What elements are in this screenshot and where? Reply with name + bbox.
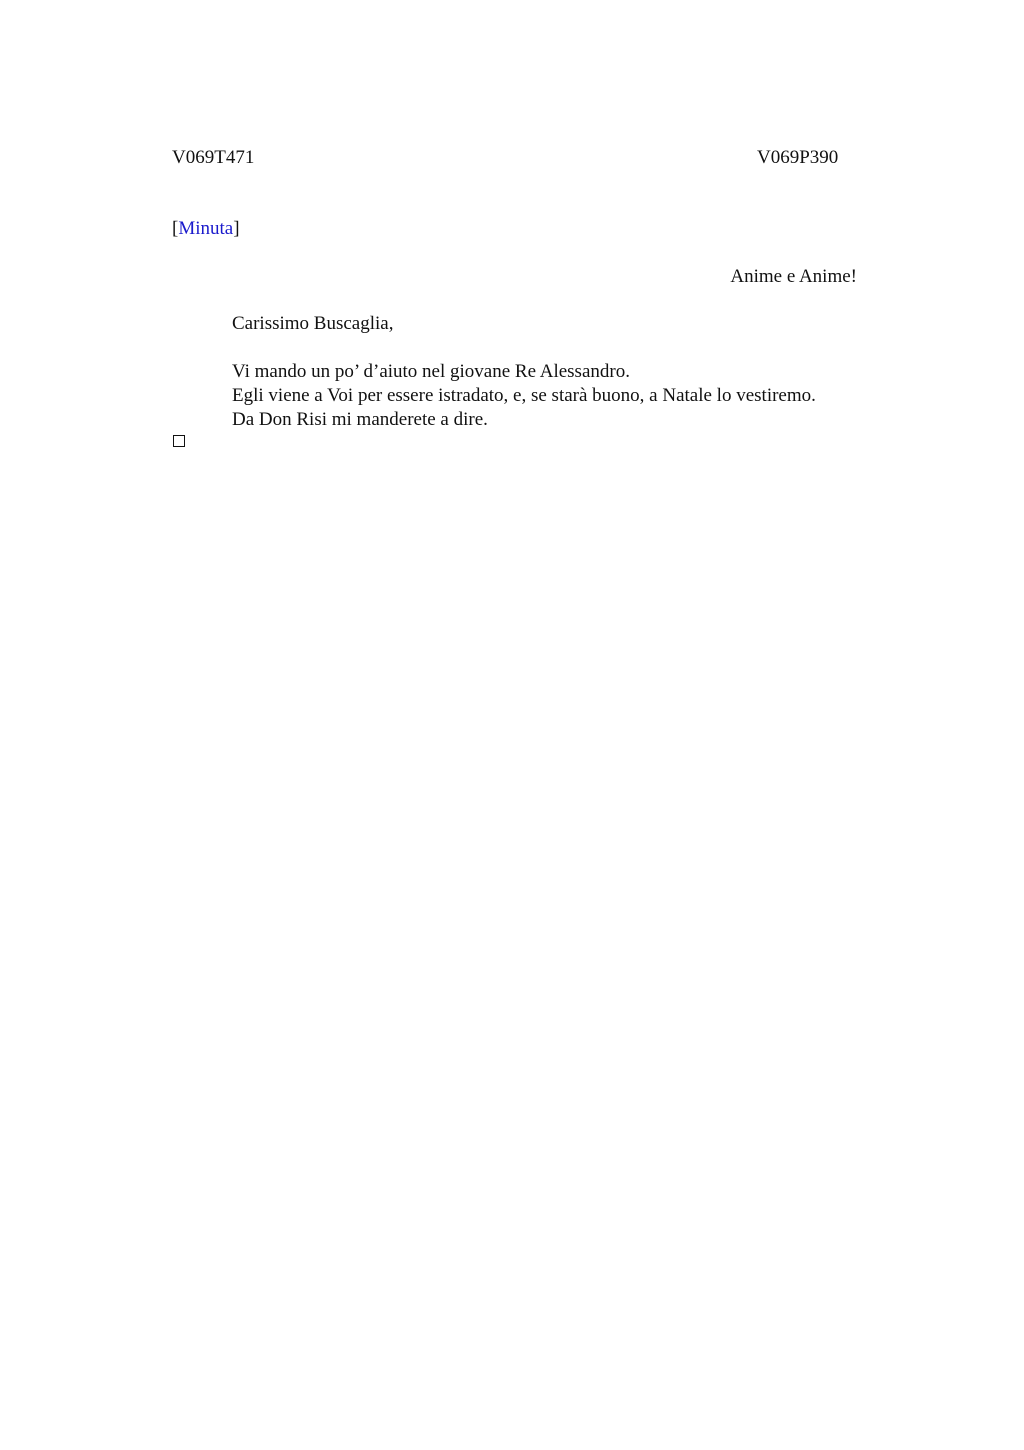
bracket-open: [ <box>172 218 179 239</box>
body-line: Vi mando un po’ d’aiuto nel giovane Re Alessandro. <box>232 361 630 382</box>
square-outline-icon <box>173 435 185 447</box>
document-code-right: V069P390 <box>757 147 839 168</box>
bracket-close: ] <box>233 218 240 239</box>
body-line: Egli viene a Voi per essere istradato, e, se starà buono, a Natale lo vestiremo. <box>232 385 816 406</box>
document-code-left: V069T471 <box>172 147 255 168</box>
letter-salutation: Carissimo Buscaglia, <box>232 313 394 334</box>
letter-motto: Anime e Anime! <box>730 266 857 287</box>
body-line: Da Don Risi mi manderete a dire. <box>232 409 488 430</box>
draft-label: Minuta <box>178 218 234 239</box>
letter-body <box>232 360 816 432</box>
draft-note <box>172 217 240 241</box>
